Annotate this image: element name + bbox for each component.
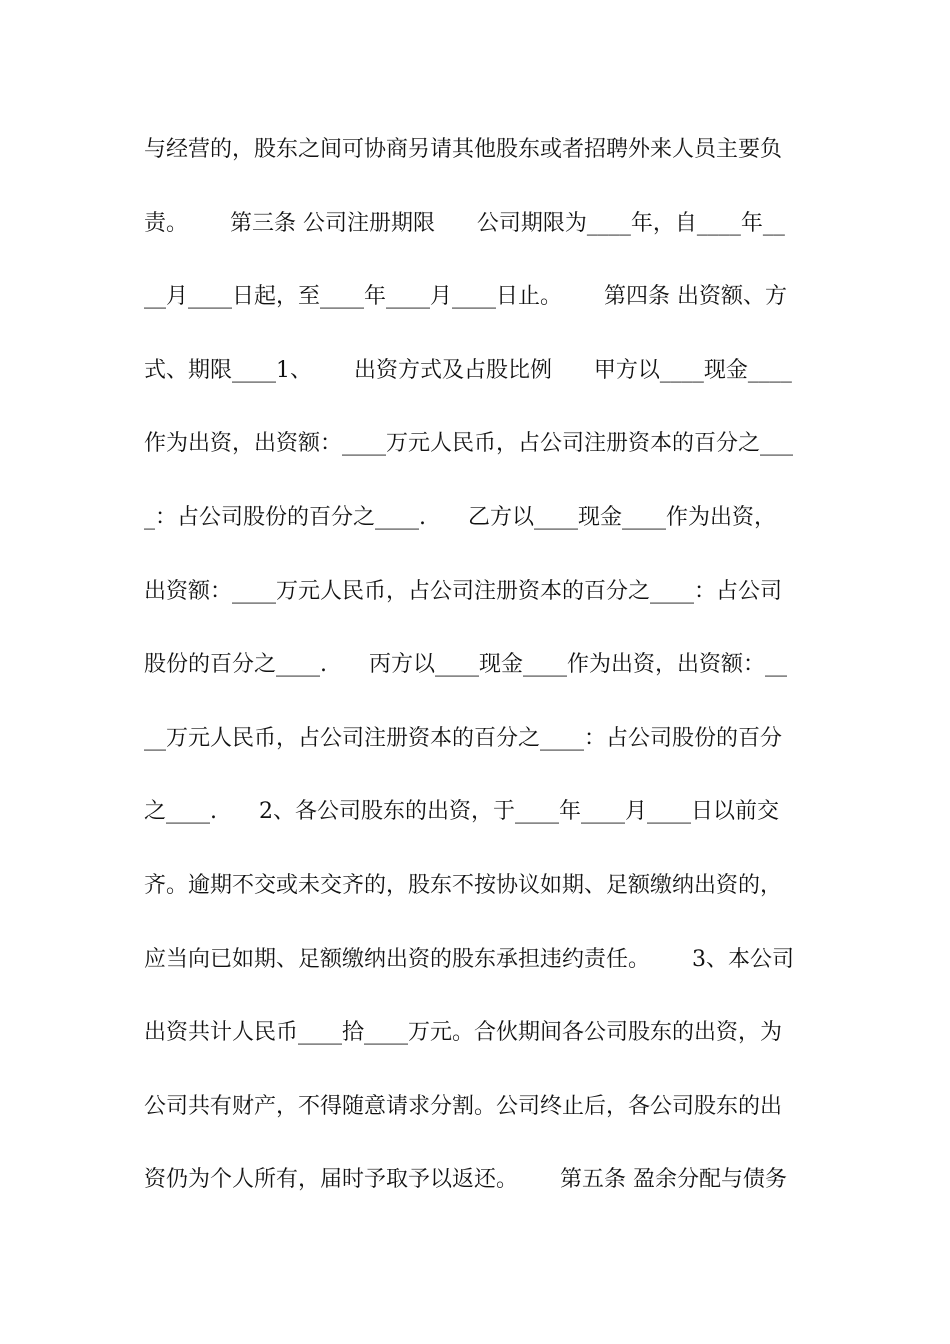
text-line: 应当向已如期、足额缴纳出资的股东承担违约责任。 3、本公司 xyxy=(144,946,794,972)
text-line: _：占公司股份的百分之____. 乙方以____现金____作为出资， xyxy=(144,504,776,530)
text-line: 股份的百分之____. 丙方以____现金____作为出资，出资额：__ xyxy=(144,652,787,678)
text-line: 公司共有财产，不得随意请求分割。公司终止后，各公司股东的出 xyxy=(144,1093,783,1119)
text-line: __万元人民币，占公司注册资本的百分之____：占公司股份的百分 xyxy=(144,725,783,751)
text-line: __月____日起，至____年____月____日止。 第四条 出资额、方 xyxy=(144,284,787,310)
text-line: 作为出资，出资额：____万元人民币，占公司注册资本的百分之___ xyxy=(144,431,794,457)
text-line: 出资共计人民币____拾____万元。合伙期间各公司股东的出资，为 xyxy=(144,1020,783,1046)
text-line: 资仍为个人所有，届时予取予以返还。 第五条 盈余分配与债务 xyxy=(144,1167,787,1193)
text-line: 之____. 2、各公司股东的出资，于____年____月____日以前交 xyxy=(144,799,779,825)
text-line: 式、期限____1、 出资方式及占股比例 甲方以____现金____ xyxy=(144,357,792,383)
body-text xyxy=(144,126,816,1230)
text-line: 出资额：____万元人民币，占公司注册资本的百分之____：占公司 xyxy=(144,578,783,604)
text-line: 与经营的，股东之间可协商另请其他股东或者招聘外来人员主要负 xyxy=(144,137,783,162)
text-line: 齐。逾期不交或未交齐的，股东不按协议如期、足额缴纳出资的， xyxy=(144,872,783,898)
text-line: 责。 第三条 公司注册期限 公司期限为____年，自____年__ xyxy=(144,210,785,236)
